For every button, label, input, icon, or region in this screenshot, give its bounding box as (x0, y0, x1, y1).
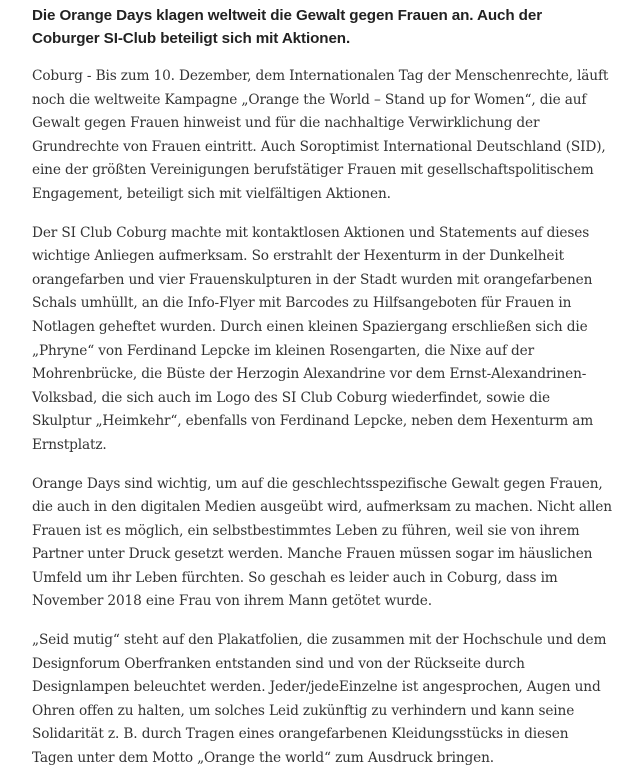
article-paragraph-4: „Seid mutig“ steht auf den Plakatfolien, die zusammen mit der Hochschule und dem Designforum Oberfranken entstanden sind und von der Rückseite durch Designlampen beleuchtet werden. Jeder/jedeEinzelne ist angesprochen, Augen und Ohren offen zu halten, um solches Leid zukünftig zu verhindern und kann seine Solidarität z. B. durch Tragen eines orangefarbenen Kleidungsstücks in diesen Tagen unter dem Motto „Orange the world“ zum Ausdruck bringen. (32, 632, 607, 767)
article-paragraph-1: Coburg - Bis zum 10. Dezember, dem Internationalen Tag der Menschenrechte, läuft noch die weltweite Kampagne „Orange the World – Stand up for Women“, die auf Gewalt gegen Frauen hinweist und für die nachhaltige Verwirklichung der Grundrechte von Frauen eintritt. Auch Soroptimist International Deutschland (SID), eine der größten Vereinigungen berufstätiger Frauen mit gesellschaftspolitischem Engagement, beteiligt sich mit vielfältigen Aktionen. (32, 68, 609, 202)
article-lead: Die Orange Days klagen weltweit die Gewalt gegen Frauen an. Auch der Coburger SI-Club beteiligt sich mit Aktionen. (32, 7, 542, 47)
article-paragraph-3: Orange Days sind wichtig, um auf die geschlechtsspezifische Gewalt gegen Frauen, die auch in den digitalen Medien ausgeübt wird, aufmerksam zu machen. Nicht allen Frauen ist es möglich, ein selbstbestimmtes Leben zu führen, weil sie von ihrem Partner unter Druck gesetzt werden. Manche Frauen müssen sogar im häuslichen Umfeld um ihr Leben fürchten. So geschah es leider auch in Coburg, dass im November 2018 eine Frau von ihrem Mann getötet wurde. (32, 475, 612, 610)
article-paragraph-2: Der SI Club Coburg machte mit kontaktlosen Aktionen und Statements auf dieses wichtige Anliegen aufmerksam. So erstrahlt der Hexenturm in der Dunkelheit orangefarben und vier Frauenskulpturen in der Stadt wurden mit orangefarbenen Schals umhüllt, an die Info-Flyer mit Barcodes zu Hilfsangeboten für Frauen in Notlagen geheftet wurden. Durch einen kleinen Spaziergang erschließen sich die „Phryne“ von Ferdinand Lepcke im kleinen Rosengarten, die Nixe auf der Mohrenbrücke, die Büste der Herzogin Alexandrine vor dem Ernst-Alexandrinen-Volksbad, die sich auch im Logo des SI Club Coburg wiederfindet, sowie die Skulptur „Heimkehr“, ebenfalls von Ferdinand Lepcke, neben dem Hexenturm am Ernstplatz. (32, 224, 594, 453)
